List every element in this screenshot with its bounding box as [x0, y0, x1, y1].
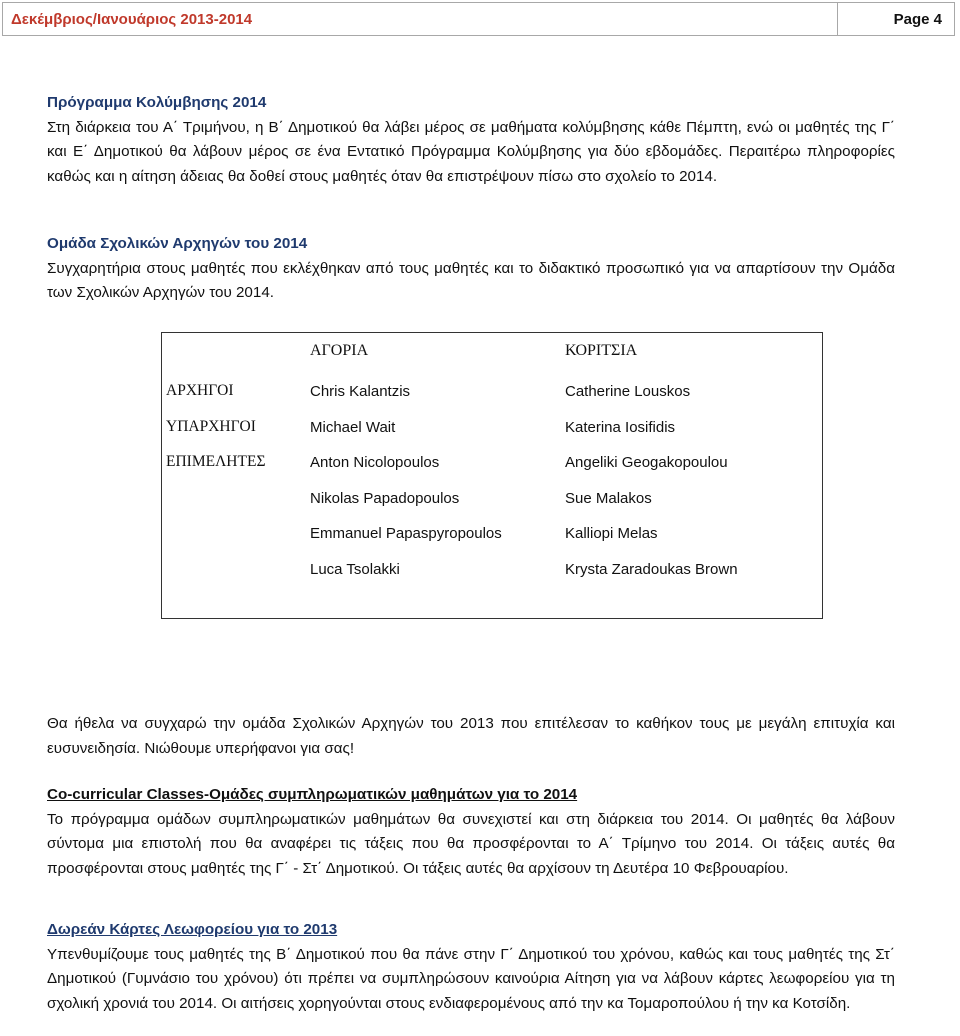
bus-body: Υπενθυμίζουμε τους μαθητές της Β΄ Δημοτικού που θα πάνε στην Γ΄ Δημοτικού του χρόνου, καθώς και τους μαθητές της Στ΄ Δημοτικού (Γυμνάσιο του χρόνου) ότι πρέπει να συμπληρώσουν καινούρια Αίτηση για να λάβουν κάρτες λεωφορείου για τη σχολική χρονιά του 2014. Οι αιτήσεις χορηγούνται στους ενδιαφερομένους από την κα Τομαροπούλου ή την κα Κοτσίδη.	[47, 945, 895, 1012]
column-header-boys: ΑΓΟΡΙΑ	[310, 342, 369, 359]
captains-section	[47, 232, 895, 306]
table-row	[162, 551, 822, 587]
girl-cell: Angeliki Geogakopoulou	[565, 453, 728, 471]
swimming-body: Στη διάρκεια του Α΄ Τριμήνου, η Β΄ Δημοτικού θα λάβει μέρος σε μαθήματα κολύμβησης κάθε Πέμπτη, ενώ οι μαθητές της Γ΄ και Ε΄ Δημοτικού θα λάβουν μέρος σε ένα Εντατικό Πρόγραμμα Κολύμβησης για δύο εβδομάδες. Περαιτέρω πληροφορίες καθώς και η αίτηση άδειας θα δοθεί στους μαθητές όταν θα επιστρέψουν πίσω στο σχολείο το 2014.	[47, 118, 895, 185]
column-header-girls: ΚΟΡΙΤΣΙΑ	[565, 342, 638, 359]
cocurricular-section	[47, 783, 895, 881]
header-page-number: Page 4	[837, 3, 954, 35]
boy-cell: Michael Wait	[310, 418, 396, 436]
girl-cell: Katerina Iosifidis	[565, 418, 676, 436]
boy-cell: Emmanuel Papaspyropoulos	[310, 524, 502, 542]
boy-cell: Nikolas Papadopoulos	[310, 489, 460, 507]
cocurricular-title: Co-curricular Classes-Ομάδες συμπληρωματικών μαθημάτων για το 2014	[47, 786, 578, 803]
boy-cell: Chris Kalantzis	[310, 382, 411, 400]
table-row	[162, 444, 822, 480]
thanks-paragraph	[47, 712, 895, 761]
table-row	[162, 373, 822, 409]
captains-title: Ομάδα Σχολικών Αρχηγών του 2014	[47, 235, 308, 252]
girl-cell: Catherine Louskos	[565, 382, 691, 400]
cocurricular-body: Το πρόγραμμα ομάδων συμπληρωματικών μαθημάτων θα συνεχιστεί και στη διάρκεια του 2014. Οι μαθητές θα λάβουν σύντομα μια επιστολή που θα αναφέρει τις τάξεις που θα προσφέρονται το Α΄ Τρίμηνο του 2014. Οι τάξεις αυτές θα προσφέρονται στους μαθητές της Γ΄ - Στ΄ Δημοτικού. Οι τάξεις αυτές θα αρχίσουν τη Δευτέρα 10 Φεβρουαρίου.	[47, 810, 895, 877]
role-cell: ΕΠΙΜΕΛΗΤΕΣ	[166, 453, 266, 470]
table-header-row	[162, 333, 822, 369]
role-cell: ΥΠΑΡΧΗΓΟΙ	[166, 418, 256, 435]
table-row	[162, 480, 822, 516]
girl-cell: Sue Malakos	[565, 489, 652, 507]
bus-title: Δωρεάν Κάρτες Λεωφορείου για το 2013	[47, 921, 338, 938]
boy-cell: Anton Nicolopoulos	[310, 453, 440, 471]
thanks-text: Θα ήθελα να συγχαρώ την ομάδα Σχολικών Αρχηγών του 2013 που επιτέλεσαν το καθήκον τους με μεγάλη επιτυχία και ευσυνειδησία. Νιώθουμε υπερήφανοι για σας!	[47, 715, 895, 757]
table-row	[162, 515, 822, 551]
header-date-range: Δεκέμβριος/Ιανουάριος 2013-2014	[11, 10, 253, 28]
captains-table	[161, 332, 823, 619]
page-header	[2, 2, 955, 36]
boy-cell: Luca Tsolakki	[310, 560, 400, 578]
role-cell: ΑΡΧΗΓΟΙ	[166, 382, 234, 399]
swimming-title: Πρόγραμμα Κολύμβησης 2014	[47, 94, 267, 111]
swimming-section	[47, 91, 895, 189]
girl-cell: Krysta Zaradoukas Brown	[565, 560, 738, 578]
bus-section	[47, 918, 895, 1016]
captains-body: Συγχαρητήρια στους μαθητές που εκλέχθηκαν από τους μαθητές και το διδακτικό προσωπικό για να απαρτίσουν την Ομάδα των Σχολικών Αρχηγών του 2014.	[47, 259, 895, 301]
table-row	[162, 409, 822, 445]
girl-cell: Kalliopi Melas	[565, 524, 658, 542]
